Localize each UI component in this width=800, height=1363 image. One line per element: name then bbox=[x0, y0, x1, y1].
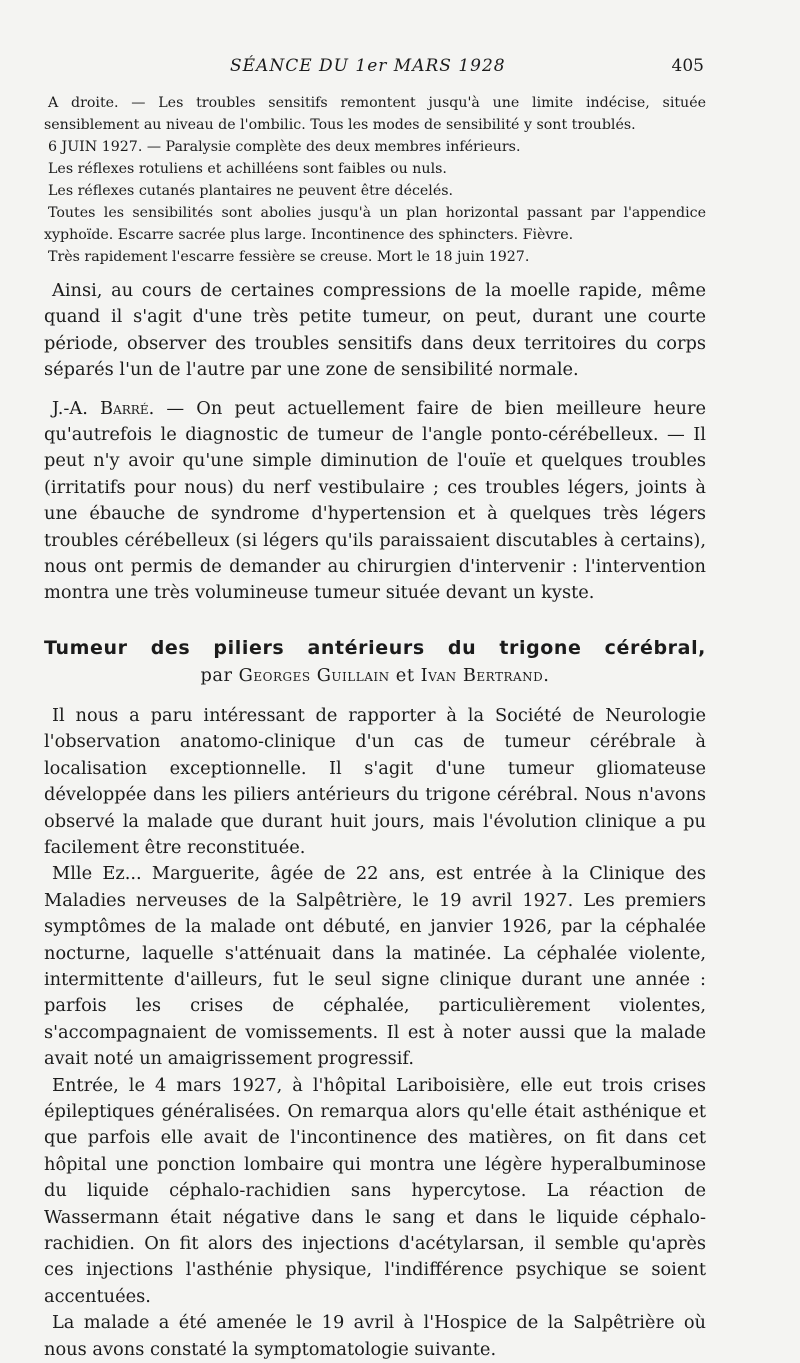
author-name: Georges Guillain bbox=[238, 664, 390, 686]
article-authors bbox=[44, 663, 706, 689]
body-paragraph: Mlle Ez... Marguerite, âgée de 22 ans, est entrée à la Clinique des Maladies nerveuses de la Salpêtrière, le 19 avril 1927. Les premiers symptômes de la malade ont débuté, en janvier 1926, par la céphalée nocturne, laquelle s'atténuait dans la matinée. La céphalée violente, intermittente d'ailleurs, fut le seul signe clinique durant une année : parfois les crises de céphalée, particulièrement violentes, s'accompagnaient de vomissements. Il est à noter aussi que la malade avait noté un amaigrissement progressif. bbox=[44, 863, 706, 1070]
page-content bbox=[44, 92, 706, 1363]
authors-join: et bbox=[395, 664, 415, 686]
page-header bbox=[0, 56, 800, 80]
case-note: 6 JUIN 1927. — Paralysie complète des deux membres inférieurs. bbox=[48, 139, 521, 155]
body-paragraph: Il nous a paru intéressant de rapporter à la Société de Neurologie l'observation anatomo-clinique d'un cas de tumeur cérébrale à localisation exceptionnelle. Il s'agit d'une tumeur gliomateuse développée dans les piliers antérieurs du trigone cérébral. Nous n'avons observé la malade que durant huit jours, mais l'évolution clinique a pu facilement être reconstituée. bbox=[44, 704, 706, 858]
author-name: Ivan Bertrand. bbox=[420, 664, 550, 686]
discussion-paragraph bbox=[44, 396, 706, 607]
page-number: 405 bbox=[671, 56, 704, 76]
discussion-speaker: J.-A. Barré. bbox=[52, 397, 155, 419]
case-note: Les réflexes rotuliens et achilléens sont faibles ou nuls. bbox=[48, 161, 447, 177]
running-title: SÉANCE DU 1er MARS 1928 bbox=[230, 56, 506, 76]
case-note: Les réflexes cutanés plantaires ne peuvent être décelés. bbox=[48, 183, 454, 199]
authors-prefix: par bbox=[200, 664, 233, 686]
body-paragraph: La malade a été amenée le 19 avril à l'Hospice de la Salpêtrière où nous avons constaté la symptomatologie suivante. bbox=[44, 1312, 706, 1360]
body-paragraph: Entrée, le 4 mars 1927, à l'hôpital Lariboisière, elle eut trois crises épileptiques généralisées. On remarqua alors qu'elle était asthénique et que parfois elle avait de l'incontinence des matières, on fit dans cet hôpital une ponction lombaire qui montra une légère hyperalbuminose du liquide céphalo-rachidien sans hypercytose. La réaction de Wassermann était négative dans le sang et dans le liquide céphalo-rachidien. On fit alors des injections d'acétylarsan, il semble qu'après ces injections l'asthénie physique, l'indifférence psychique se soient accentuées. bbox=[44, 1074, 706, 1307]
case-note: Toutes les sensibilités sont abolies jusqu'à un plan horizontal passant par l'appendice xyphoïde. Escarre sacrée plus large. Incontinence des sphincters. Fièvre. bbox=[44, 205, 706, 243]
article-title: Tumeur des piliers antérieurs du trigone cérébral, bbox=[44, 636, 706, 659]
discussion-text: — On peut actuellement faire de bien meilleure heure qu'autrefois le diagnostic de tumeur de l'angle ponto-cérébelleux. — Il peut n'y avoir qu'une simple diminution de l'ouïe et quelques troubles (irritatifs pour nous) du nerf vestibulaire ; ces troubles légers, joints à une ébauche de syndrome d'hypertension et à quelques très légers troubles cérébelleux (si légers qu'ils paraissaient discutables à certains), nous ont permis de demander au chirurgien d'intervenir : l'intervention montra une très volumineuse tumeur située devant un kyste. bbox=[44, 397, 706, 604]
case-note: Très rapidement l'escarre fessière se creuse. Mort le 18 juin 1927. bbox=[48, 249, 530, 265]
conclusion-paragraph: Ainsi, au cours de certaines compressions de la moelle rapide, même quand il s'agit d'une très petite tumeur, on peut, durant une courte période, observer des troubles sensitifs dans deux territoires du corps séparés l'un de l'autre par une zone de sensibilité normale. bbox=[44, 280, 706, 381]
case-note: A droite. — Les troubles sensitifs remontent jusqu'à une limite indécise, située sensiblement au niveau de l'ombilic. Tous les modes de sensibilité y sont troublés. bbox=[44, 95, 706, 133]
